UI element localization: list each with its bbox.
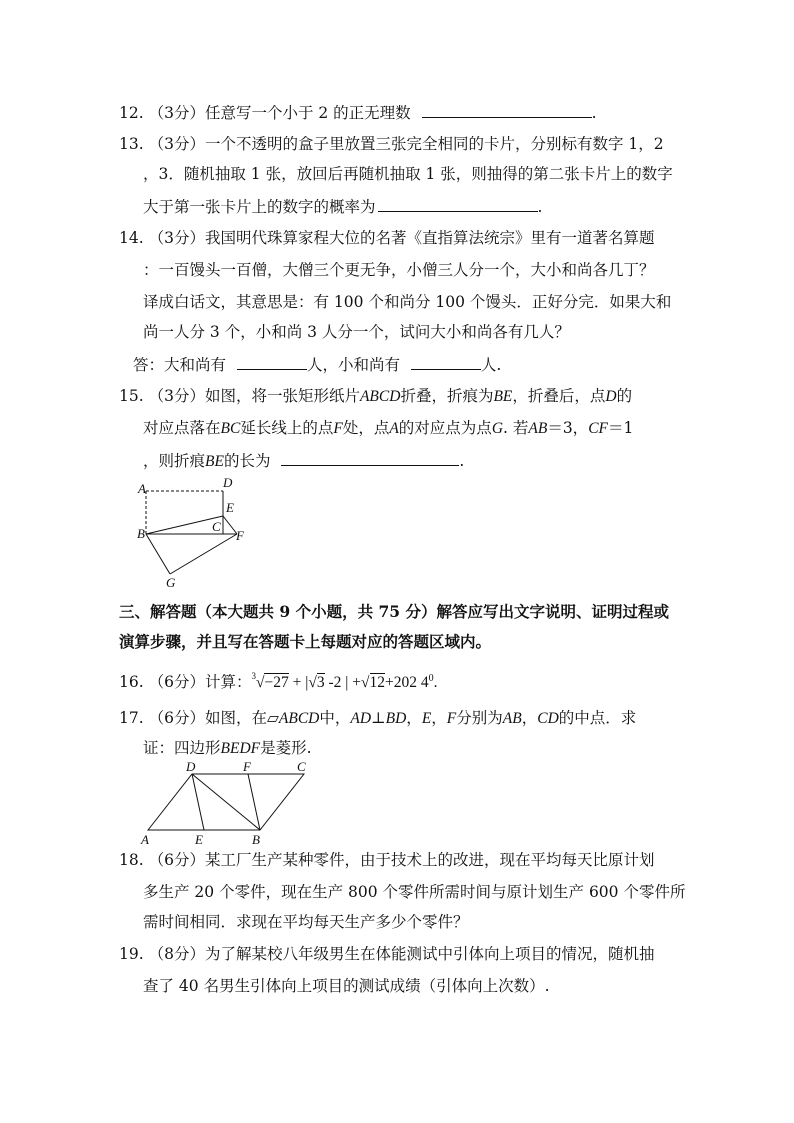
formula: $^3$√−27 + |√3 -2 | +√12+202 $4^0$. [251,671,438,692]
text: ，则折痕 [143,452,206,470]
line-bg [146,534,170,574]
answer-label: 答：大和尚有 [133,356,227,374]
radicand: −27 [264,674,289,692]
text: -2 | + [324,674,361,692]
radicand: 3 [316,674,325,692]
text: + | [288,674,309,692]
period: . [591,104,597,122]
text: 证：四边形 [143,739,221,757]
text: 对应点落在 [143,419,221,437]
math-var: F [333,420,343,437]
question-line: 大于第一张卡片上的数字的概率为 [143,198,376,216]
text: ＝3， [547,419,589,437]
math-var: A [389,420,399,437]
answer-blank-small-monks[interactable] [411,354,481,370]
text: 折叠，折痕为 [400,387,494,405]
parallelogram-figure [136,758,318,850]
label-a: A [138,481,146,496]
math-var: ABCD [359,388,401,405]
answer-blank[interactable] [281,450,459,466]
text: ， [521,709,538,727]
label-b: B [252,832,260,847]
question-line: ：一百馒头一百僧，大僧三个更无争，小僧三人分一个，大小和尚各几丁？ [143,261,655,279]
label-b: B [137,526,145,541]
period: . [459,452,465,470]
text: ，折叠后，点 [512,387,606,405]
question-number: 16. [119,673,144,692]
fold-figure [130,474,260,590]
label-c: C [297,759,306,774]
text: （6分）如图，在▱ [148,709,279,727]
question-line: 多生产 20 个零件，现在生产 800 个零件所需时间与原计划生产 600 个零件所 [143,883,686,901]
math-var: AB [528,420,548,437]
question-line: （8分）为了解某校八年级男生在体能测试中引体向上项目的情况，随机抽 [148,945,655,963]
question-line: （6分）某工厂生产某种零件，由于技术上的改进，现在平均每天比原计划 [148,851,655,869]
math-var: E [421,710,432,727]
label-d: D [223,475,233,490]
section-heading-line: 演算步骤，并且写在答题卡上每题对应的答题区域内。 [119,632,492,651]
math-var: BE [205,453,224,470]
root-index: 3 [251,671,256,681]
radicand: 12 [369,674,386,692]
text: ， [406,709,422,727]
question-number: 13. [119,135,144,153]
text: （3分）如图，将一张矩形纸片 [148,387,360,405]
question-number: 15. [119,387,144,405]
line-ef [223,516,237,534]
label-g: G [166,575,176,590]
math-var: CD [537,710,559,727]
question-16 [119,668,438,693]
question-line: ，3．随机抽取 1 张，放回后再随机抽取 1 张，则抽得的第二张卡片上的数字 [143,165,673,183]
question-line: 尚一人分 3 个，小和尚 3 人分一个，试问大小和尚各有几人？ [143,323,570,341]
math-var: D [605,388,617,405]
text: ＝1 [608,419,634,437]
math-var: AB [502,710,522,727]
text: 是菱形. [260,739,312,757]
answer-blank[interactable] [378,196,538,212]
question-number: 17. [119,709,144,727]
label-f: F [243,759,251,774]
math-var: BE [493,388,513,405]
question-12 [119,102,597,123]
text: 的对应点为点 [398,419,492,437]
label-c: C [212,519,221,534]
text: ⊥ [371,709,386,727]
math-var: BEDF [220,740,261,757]
question-line: 需时间相同．求现在平均每天生产多少个零件？ [143,913,469,931]
math-var: BC [220,420,241,437]
question-line: 查了 40 名男生引体向上项目的测试成绩（引体向上次数）. [143,977,550,995]
text: （6分）计算： [148,673,252,692]
question-number: 12. [119,104,144,122]
section-heading-line: 三、解答题（本大题共 9 个小题，共 75 分）解答应写出文字说明、证明过程或 [119,602,669,621]
line-gf [170,534,237,574]
exponent: 0 [428,673,434,684]
math-var: AD [350,710,372,727]
question-text: （3分）任意写一个小于 2 的正无理数 [148,104,411,122]
label-e: E [195,832,203,847]
text: 的长为 [223,452,271,470]
answer-line [133,354,501,375]
text: ， [431,709,447,727]
text: 延长线上的点 [240,419,334,437]
answer-blank[interactable] [422,102,592,118]
answer-blank-big-monks[interactable] [237,354,307,370]
text: 的 [616,387,633,405]
label-a: A [141,832,149,847]
label-f: F [236,528,244,543]
math-var: ABCD [278,710,320,727]
text: 处，点 [342,419,390,437]
text: . 若 [503,419,529,437]
math-var: CF [588,420,608,437]
question-number: 18. [119,851,144,869]
question-line: 译成白话文，其意思是：有 100 个和尚分 100 个馒头．正好分完．如果大和 [143,293,672,311]
period: . [537,198,543,216]
answer-label: 人. [480,356,502,374]
label-d: D [186,759,196,774]
text: 分别为 [456,709,503,727]
text: 中， [319,709,351,727]
text: +202 4 [385,674,429,692]
math-var: BD [385,710,407,727]
question-line: （3分）我国明代珠算家程大位的名著《直指算法统宗》里有一道著名算题 [148,229,655,247]
answer-label: 人，小和尚有 [306,356,400,374]
question-number: 19. [119,945,144,963]
text: 的中点．求 [558,709,637,727]
label-e: E [226,500,234,515]
math-var: F [446,710,457,727]
question-line: （3分）一个不透明的盒子里放置三张完全相同的卡片，分别标有数字 1，2 [148,135,664,153]
period: . [433,674,438,692]
math-var: G [491,420,504,437]
question-number: 14. [119,229,144,247]
